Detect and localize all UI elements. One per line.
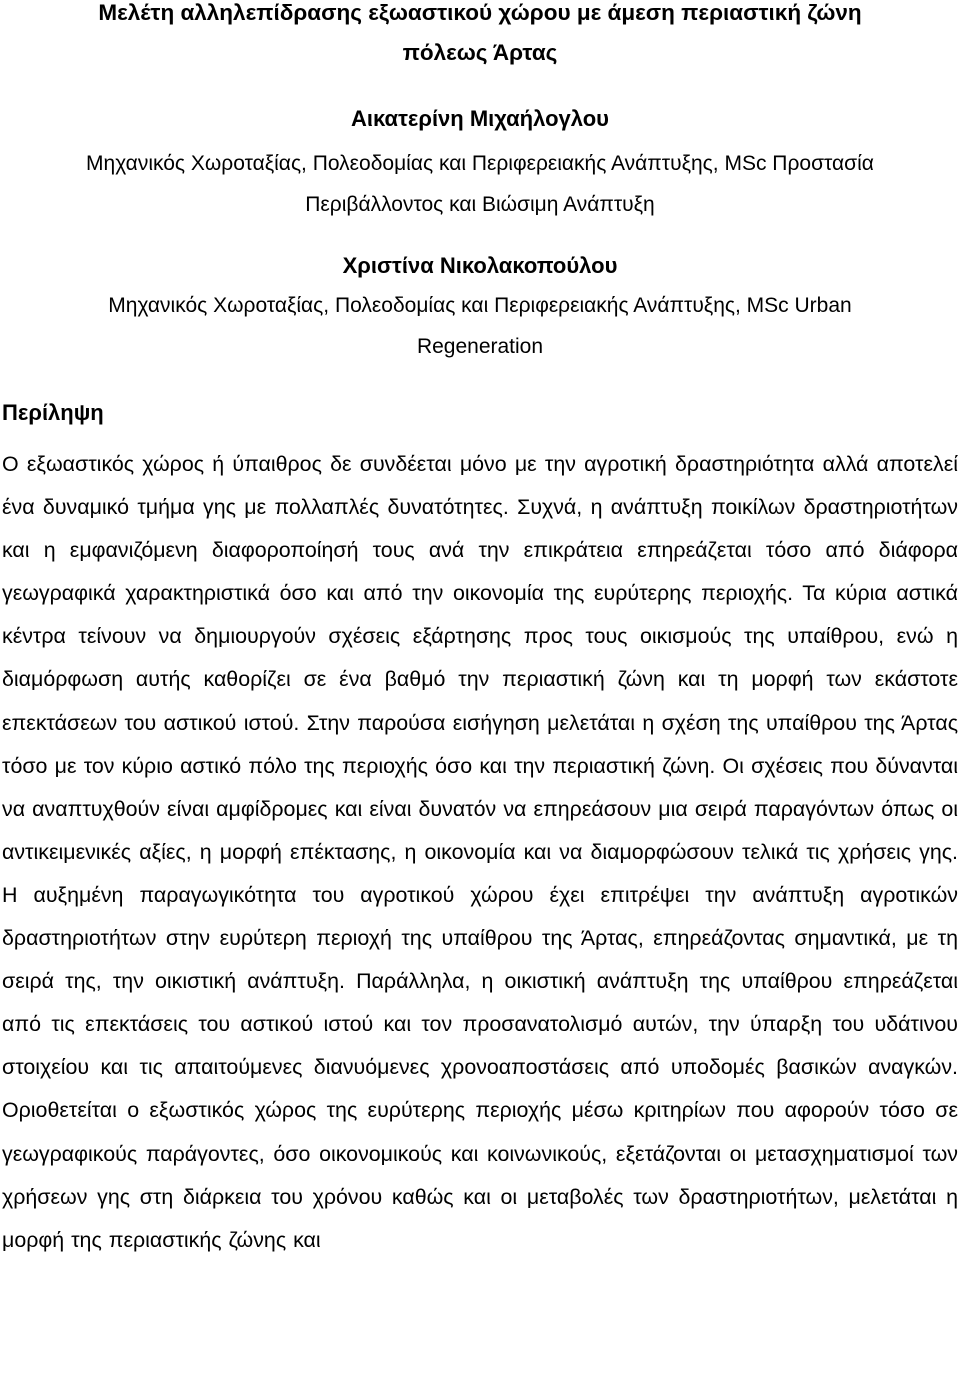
affiliation-line: Περιβάλλοντος και Βιώσιμη Ανάπτυξη <box>305 193 655 216</box>
abstract-text: Ο εξωαστικός χώρος ή ύπαιθρος δε συνδέεται μόνο με την αγροτική δραστηριότητα αλλά αποτελεί ένα δυναμικό τμήμα γης με πολλαπλές δυνατότητες. Συχνά, η ανάπτυξη ποικίλων δραστηριοτήτων και η εμφανιζόμενη διαφοροποίησή τους ανά την επικράτεια επηρεάζεται τόσο από διάφορα γεωγραφικά χαρακτηριστικά όσο και από την οικονομία της ευρύτερης περιοχής. Τα κύρια αστικά κέντρα τείνουν να δημιουργούν σχέσεις εξάρτησης προς τους οικισμούς της υπαίθρου, ενώ η διαμόρφωση αυτής καθορίζει σε ένα βαθμό την περιαστική ζώνη και τη μορφή των εκάστοτε επεκτάσεων του αστικού ιστού. Στην παρούσα εισήγηση μελετάται η σχέση της υπαίθρου της Άρτας τόσο με τον κύριο αστικό πόλο της περιοχής όσο και την περιαστική ζώνη. Οι σχέσεις που δύνανται να αναπτυχθούν είναι αμφίδρομες και είναι δυνατόν να επηρεάσουν μια σειρά παραγόντων όπως οι αντικειμενικές αξίες, η μορφή επέκτασης, η οικονομία και να διαμορφώσουν τελικά τις χρήσεις γης. Η αυξημένη παραγωγικότητα του αγροτικού χώρου έχει επιτρέψει την ανάπτυξη αγροτικών δραστηριοτήτων στην ευρύτερη περιοχή της υπαίθρου της Άρτας, επηρεάζοντας σημαντικά, με τη σειρά της, την οικιστική ανάπτυξη. Παράλληλα, η οικιστική ανάπτυξη της υπαίθρου επηρεάζεται από τις επεκτάσεις του αστικού ιστού και τον προσανατολισμό αυτών, την ύπαρξη του υδάτινου στοιχείου και τις απαιτούμενες διανυόμενες χρονοαποστάσεις από υποδομές βασικών αναγκών. Οριοθετείται ο εξωστικός χώρος της ευρύτερης περιοχής μέσω κριτηρίων που αφορούν τόσο σε γεωγραφικούς παράγοντες, όσο οικονομικούς και κοινωνικούς, εξετάζονται οι μετασχηματισμοί των χρήσεων γης στη διάρκεια του χρόνου καθώς και οι μεταβολές των δραστηριοτήτων, μελετάται η μορφή της περιαστικής ζώνης και <box>2 452 958 1252</box>
author-block-1 <box>0 106 960 132</box>
author-block-2 <box>0 253 960 279</box>
title-line-1: Μελέτη αλληλεπίδρασης εξωαστικού χώρου με άμεση περιαστική ζώνη <box>98 0 862 25</box>
affiliation-line: Regeneration <box>416 335 544 358</box>
affiliation-line: Μηχανικός Χωροταξίας, Πολεοδομίας και Περιφερειακής Ανάπτυξης, MSc Προστασία <box>86 152 874 175</box>
author-name: Χριστίνα Νικολακοπούλου <box>342 253 618 278</box>
author-name: Αικατερίνη Μιχαήλογλου <box>351 106 609 131</box>
author-affiliation-2 <box>0 285 960 367</box>
title-line-2: πόλεως Άρτας <box>402 40 558 65</box>
paper-title <box>0 0 960 80</box>
affiliation-line: Μηχανικός Χωροταξίας, Πολεοδομίας και Περιφερειακής Ανάπτυξης, MSc Urban <box>108 294 852 317</box>
author-affiliation-1 <box>0 143 960 225</box>
abstract-heading: Περίληψη <box>2 400 104 425</box>
